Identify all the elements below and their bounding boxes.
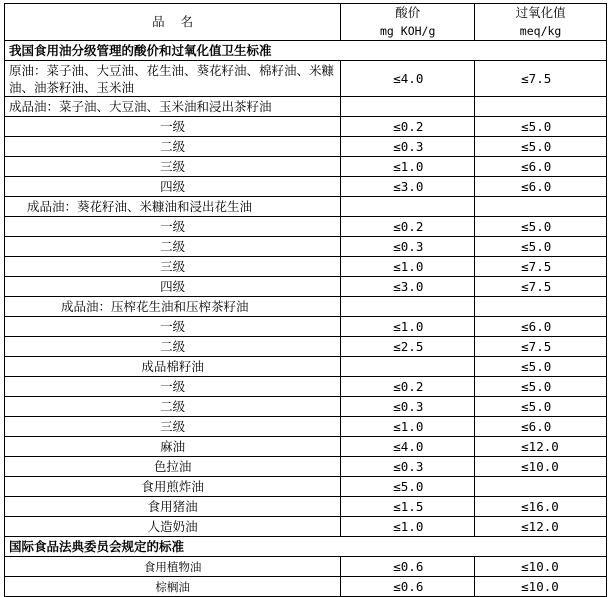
table-row (5, 297, 607, 317)
acid-value: ≤0.3 (341, 137, 475, 157)
acid-value: ≤0.6 (341, 557, 475, 577)
perox-value: ≤5.0 (475, 397, 607, 417)
acid-value: ≤1.0 (341, 317, 475, 337)
section-title-china: 我国食用油分级管理的酸价和过氧化值卫生标准 (5, 41, 607, 61)
table-row (5, 61, 607, 97)
table-row (5, 257, 607, 277)
oil-name: 棕榈油 (5, 577, 341, 597)
section-row-china (5, 41, 607, 61)
row-name-crude: 原油：菜子油、大豆油、花生油、葵花籽油、棉籽油、米糠油、油茶籽油、玉米油 (5, 61, 341, 97)
grade-name: 四级 (5, 177, 341, 197)
acid-value: ≤3.0 (341, 277, 475, 297)
table-row (5, 357, 607, 377)
table-row (5, 577, 607, 597)
perox-value: ≤5.0 (475, 377, 607, 397)
header-row (5, 4, 607, 41)
table-row (5, 517, 607, 537)
grade-name: 三级 (5, 417, 341, 437)
grade-name: 二级 (5, 137, 341, 157)
group-title-1: 成品油：菜子油、大豆油、玉米油和浸出茶籽油 (5, 97, 341, 117)
perox-value: ≤5.0 (475, 137, 607, 157)
oil-name: 食用植物油 (5, 557, 341, 577)
perox-value (475, 197, 607, 217)
perox-value: ≤7.5 (475, 61, 607, 97)
perox-value: ≤10.0 (475, 577, 607, 597)
perox-value: ≤6.0 (475, 317, 607, 337)
acid-value: ≤0.3 (341, 397, 475, 417)
perox-value: ≤7.5 (475, 257, 607, 277)
acid-value (341, 197, 475, 217)
cotton-oil-name: 成品棉籽油 (5, 357, 341, 377)
table-row (5, 177, 607, 197)
grade-name: 二级 (5, 337, 341, 357)
acid-value: ≤4.0 (341, 61, 475, 97)
oil-name: 色拉油 (5, 457, 341, 477)
group-title-3: 成品油：压榨花生油和压榨茶籽油 (5, 297, 341, 317)
section-row-codex (5, 537, 607, 557)
acid-value (341, 297, 475, 317)
section-title-codex: 国际食品法典委员会规定的标准 (5, 537, 607, 557)
perox-value (475, 297, 607, 317)
table-row (5, 97, 607, 117)
grade-name: 四级 (5, 277, 341, 297)
acid-value: ≤3.0 (341, 177, 475, 197)
perox-value: ≤5.0 (475, 117, 607, 137)
grade-name: 一级 (5, 377, 341, 397)
acid-value: ≤2.5 (341, 337, 475, 357)
acid-value (341, 357, 475, 377)
grade-name: 一级 (5, 317, 341, 337)
perox-value: ≤10.0 (475, 557, 607, 577)
table-row (5, 237, 607, 257)
acid-title: 酸价 (395, 5, 421, 20)
grade-name: 三级 (5, 157, 341, 177)
table-row (5, 557, 607, 577)
table-row (5, 317, 607, 337)
table-row (5, 117, 607, 137)
acid-value: ≤1.0 (341, 517, 475, 537)
oil-name: 食用煎炸油 (5, 477, 341, 497)
acid-value: ≤0.2 (341, 377, 475, 397)
acid-value: ≤0.6 (341, 577, 475, 597)
table-row (5, 217, 607, 237)
perox-value: ≤6.0 (475, 177, 607, 197)
table-row (5, 457, 607, 477)
header-name-label: 品 名 (152, 14, 194, 29)
oil-standards-table (4, 3, 607, 597)
header-perox (475, 4, 607, 41)
table-row (5, 337, 607, 357)
perox-value (475, 97, 607, 117)
header-acid (341, 4, 475, 41)
header-name (5, 4, 341, 41)
oil-name: 人造奶油 (5, 517, 341, 537)
acid-value: ≤5.0 (341, 477, 475, 497)
table-row (5, 417, 607, 437)
perox-unit: meq/kg (519, 24, 562, 38)
acid-value: ≤0.3 (341, 237, 475, 257)
grade-name: 三级 (5, 257, 341, 277)
acid-value (341, 97, 475, 117)
grade-name: 一级 (5, 117, 341, 137)
grade-name: 一级 (5, 217, 341, 237)
perox-value: ≤6.0 (475, 157, 607, 177)
acid-value: ≤0.2 (341, 217, 475, 237)
table-row (5, 437, 607, 457)
perox-value: ≤5.0 (475, 357, 607, 377)
perox-title: 过氧化值 (515, 5, 566, 20)
table-row (5, 477, 607, 497)
acid-value: ≤1.0 (341, 417, 475, 437)
perox-value: ≤12.0 (475, 437, 607, 457)
group-title-2: 成品油：葵花籽油、米糠油和浸出花生油 (5, 197, 341, 217)
perox-value: ≤5.0 (475, 237, 607, 257)
table-row (5, 197, 607, 217)
perox-value: ≤7.5 (475, 337, 607, 357)
perox-value: ≤10.0 (475, 457, 607, 477)
perox-value: ≤6.0 (475, 417, 607, 437)
acid-value: ≤1.0 (341, 257, 475, 277)
grade-name: 二级 (5, 237, 341, 257)
perox-value: ≤12.0 (475, 517, 607, 537)
perox-value (475, 477, 607, 497)
oil-name: 食用猪油 (5, 497, 341, 517)
table-row (5, 137, 607, 157)
table-row (5, 377, 607, 397)
perox-value: ≤7.5 (475, 277, 607, 297)
acid-value: ≤0.2 (341, 117, 475, 137)
table-row (5, 397, 607, 417)
acid-value: ≤4.0 (341, 437, 475, 457)
table-row (5, 277, 607, 297)
oil-name: 麻油 (5, 437, 341, 457)
acid-value: ≤1.0 (341, 157, 475, 177)
acid-value: ≤1.5 (341, 497, 475, 517)
acid-unit: mg KOH/g (380, 24, 436, 38)
perox-value: ≤16.0 (475, 497, 607, 517)
table-row (5, 157, 607, 177)
grade-name: 二级 (5, 397, 341, 417)
perox-value: ≤5.0 (475, 217, 607, 237)
acid-value: ≤0.3 (341, 457, 475, 477)
table-row (5, 497, 607, 517)
